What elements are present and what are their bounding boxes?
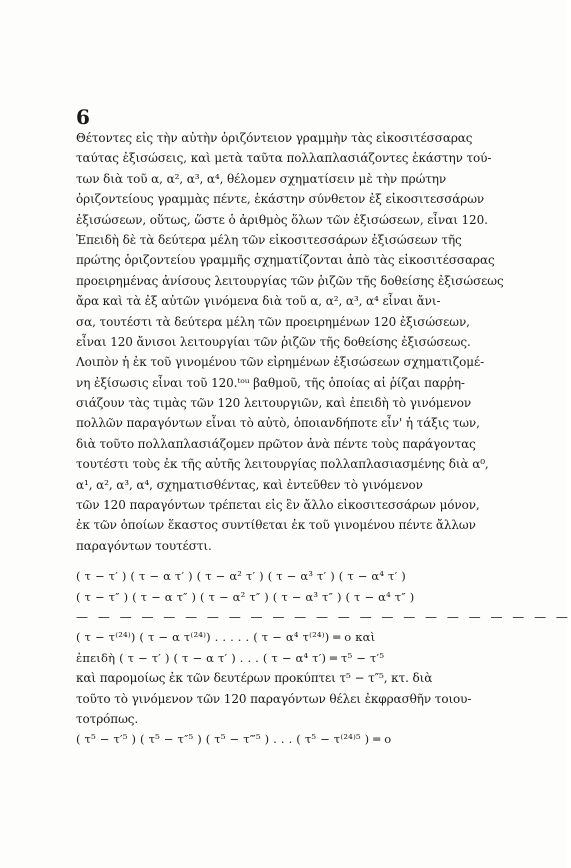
text-line: ὁριζοντείους γραμμὰς πέντε, ἑκάστην σύνθετον ἐξ εἰκοσιτεσσάρων [76,192,485,207]
page-body [76,128,571,750]
text-line: προειρημένας ἀνίσους λειτουργίας τῶν ῥιζῶν τῆς δοθείσης ἐξισώσεως [76,273,504,288]
text-line: τοτρόπως. [76,711,139,726]
text-line: ἄρα καὶ τὰ ἐξ αὐτῶν γινόμενα διὰ τοῦ α, α², α³, α⁴ εἶναι ἄνι- [76,294,441,309]
page-number: 6 [76,105,90,129]
equation-row: ( τ − τ⁽²⁴⁾) ( τ − α τ⁽²⁴⁾) . . . . . ( τ − α⁴ τ⁽²⁴⁾) ═ ο καὶ [76,630,376,645]
text-line: Ἐπειδὴ δὲ τὰ δεύτερα μέλη τῶν εἰκοσιτεσσάρων ἐξισώσεων τῆς [76,232,462,247]
text-line: ἐκ τῶν ὁποίων ἕκαστος συντίθεται ἐκ τοῦ γινομένου πέντε ἄλλων [76,518,476,533]
text-line: διὰ τοῦτο πολλαπλασιάζομεν πρῶτον ἀνὰ πέντε τοὺς παράγοντας [76,436,476,451]
text-line: τουτέστι τοὺς ἐκ τῆς αὐτῆς λειτουργίας πολλαπλασιασμένης διὰ α⁰, [76,457,489,472]
closing-paragraph [76,668,496,729]
text-line: ταύτας ἐξισώσεις, καὶ μετὰ ταῦτα πολλαπλασιάζοντες ἑκάστην τού- [76,151,492,166]
text-line: Θέτοντες εἰς τὴν αὐτὴν ὁριζόντειον γραμμὴν τὰς εἰκοσιτέσσαρας [76,131,473,145]
text-line: Λοιπὸν ἡ ἐκ τοῦ γινομένου τῶν εἰρημένων ἐξισώσεων σχηματιζομέ- [76,355,485,370]
paragraph [76,128,504,556]
equation-row: ( τ − τ″ ) ( τ − α τ″ ) ( τ − α² τ″ ) ( τ − α³ τ″ ) ( τ − α⁴ τ″ ) [76,589,415,604]
text-line: των διὰ τοῦ α, α², α³, α⁴, θέλομεν σχηματίσειν μὲ τὴν πρώτην [76,171,447,186]
text-line: πολλῶν παραγόντων εἶναι τὸ αὐτὸ, ὁποιανδήποτε εἶν' ἡ τάξις των, [76,416,480,431]
text-line: καὶ παρομοίως ἐκ τῶν δευτέρων προκύπτει τ⁵ − τ″⁵, κτ. διὰ [76,671,433,686]
equation-block [76,566,571,668]
text-line: πρώτης ὁριζοντείου γραμμῆς σχηματίζονται ἀπὸ τὰς εἰκοσιτέσσαρας [76,253,495,268]
dash-separator: — — — — — — — — — — — — — — — — — — — — — — — [76,609,571,624]
text-line: α¹, α², α³, α⁴, σχηματισθέντας, καὶ ἐντεῦθεν τὸ γινόμενον [76,477,423,492]
equation-row: ( τ − τ′ ) ( τ − α τ′ ) ( τ − α² τ′ ) ( τ − α³ τ′ ) ( τ − α⁴ τ′ ) [76,569,406,584]
text-line: σα, τουτέστι τὰ δεύτερα μέλη τῶν προειρημένων 120 ἐξισώσεων, [76,314,470,329]
text-line: νη ἐξίσωσις εἶναι τοῦ 120.ᵗᵒᵘ βαθμοῦ, τῆς ὁποίας αἱ ῥίζαι παρῥη- [76,375,465,390]
text-line: ἐξισώσεων, οὕτως, ὥστε ὁ ἀριθμὸς ὅλων τῶν ἐξισώσεων, εἶναι 120. [76,212,488,227]
equation-row: ἐπειδὴ ( τ − τ′ ) ( τ − α τ′ ) . . . ( τ − α⁴ τ′) ═ τ⁵ − τ′⁵ [76,650,385,665]
final-equation: ( τ⁵ − τ′⁵ ) ( τ⁵ − τ″⁵ ) ( τ⁵ − τ‴⁵ ) . . . ( τ⁵ − τ⁽²⁴⁾⁵ ) ═ ο [76,732,392,747]
text-line: σιάζουν τὰς τιμὰς τῶν 120 λειτουργιῶν, καὶ ἐπειδὴ τὸ γινόμενον [76,396,472,411]
text-line: τοῦτο τὸ γινόμενον τῶν 120 παραγόντων θέλει ἐκφρασθῆν τοιου- [76,691,472,706]
text-line: παραγόντων τουτέστι. [76,538,212,553]
text-line: τῶν 120 παραγόντων τρέπεται εἰς ἓν ἄλλο εἰκοσιτεσσάρων μόνον, [76,498,480,513]
text-line: εἶναι 120 ἄνισοι λειτουργίαι τῶν ῥιζῶν τῆς δοθείσης ἐξισώσεως. [76,334,471,349]
